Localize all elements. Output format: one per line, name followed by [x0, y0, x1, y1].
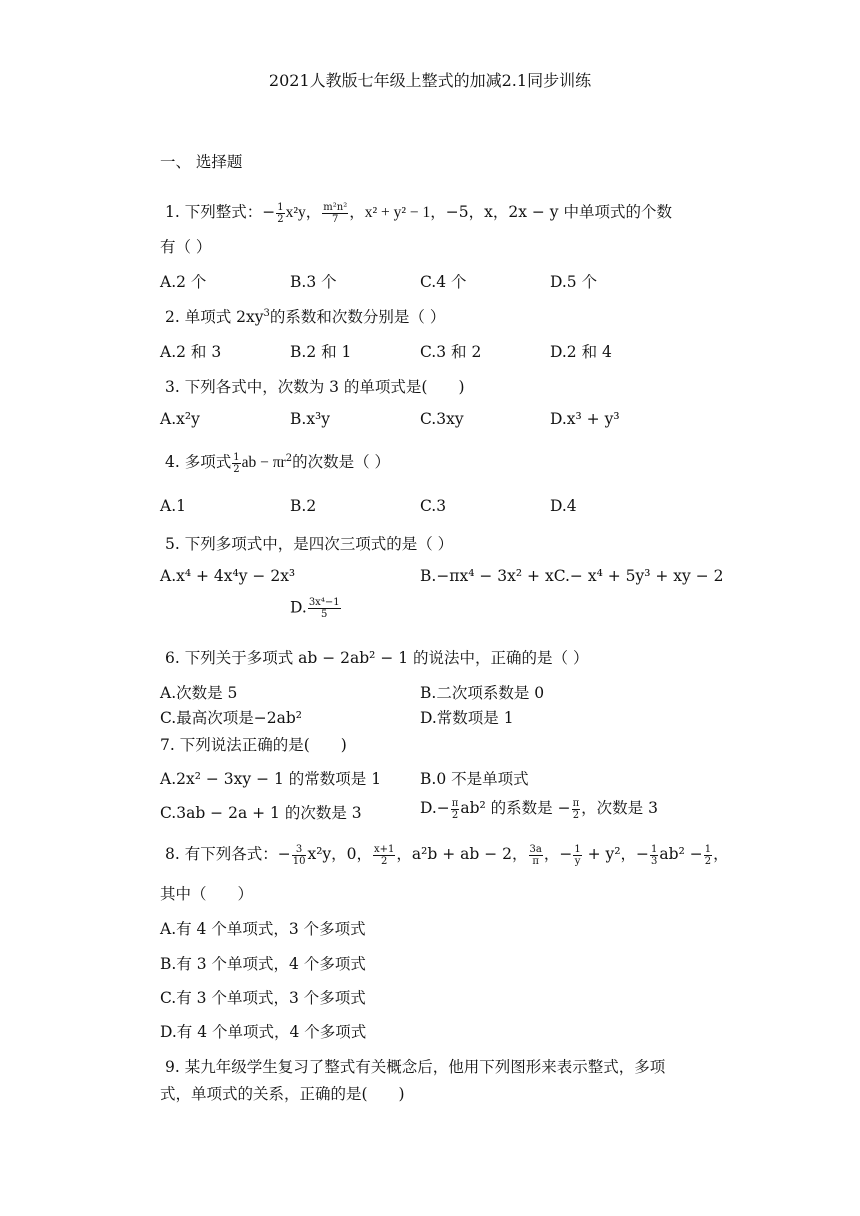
q2-option-c[interactable]: C.3 和 2	[420, 343, 482, 361]
q8-option-b[interactable]: B.有 3 个单项式，4 个多项式	[160, 955, 366, 973]
q5-option-bc[interactable]: B.−πx⁴ − 3x² + xC.− x⁴ + 5y³ + xy − 2	[420, 567, 724, 585]
q7-option-b[interactable]: B.0 不是单项式	[420, 770, 529, 788]
q1-option-d[interactable]: D.5 个	[550, 273, 598, 291]
fraction: $\frac{1}{2}$	[704, 843, 712, 867]
q4-option-b[interactable]: B.2	[290, 497, 317, 515]
fraction: $\frac{1}{2}$	[233, 451, 240, 475]
q6-option-d[interactable]: D.常数项是 1	[420, 709, 514, 727]
question-8-cont: 其中（ ）	[160, 885, 254, 903]
q7-option-c[interactable]: C.3ab − 2a + 1 的次数是 3	[160, 804, 362, 822]
q4-option-c[interactable]: C.3	[420, 497, 447, 515]
fraction: $\frac{\text{3x⁴−1}}{5}$	[308, 597, 340, 620]
fraction: $\frac{\text{m²n²}}{7}$	[323, 201, 348, 225]
page-title: 2021人教版七年级上整式的加减2.1同步训练	[268, 71, 592, 90]
fraction: $\frac{3a}{\pi}$	[529, 843, 542, 867]
q7-option-d[interactable]: D.− $\frac{\pi}{2}$ ab² 的系数是 − $\frac{\pi}{2}$ ，次数是 3	[420, 797, 658, 821]
question-1-cont: 有（ ）	[160, 238, 212, 256]
q5-option-a[interactable]: A.x⁴ + 4x⁴y − 2x³	[160, 567, 296, 585]
q8-option-a[interactable]: A.有 4 个单项式，3 个多项式	[160, 920, 366, 938]
question-2: 2. 单项式 $2xy^3$的系数和次数分别是（ ）	[165, 308, 446, 326]
q3-option-d[interactable]: D.x³ + y³	[550, 410, 620, 428]
fraction: $\frac{x+1}{2}$	[374, 843, 395, 867]
q1-option-a[interactable]: A.2 个	[160, 273, 207, 291]
fraction: $\frac{\pi}{2}$	[572, 797, 580, 821]
q3-option-c[interactable]: C.3xy	[420, 410, 464, 428]
question-9-cont: 式，单项式的关系，正确的是( )	[160, 1085, 405, 1103]
q5-option-d[interactable]: D. $\frac{\text{3x⁴−1}}{5}$	[290, 597, 340, 620]
q8-option-d[interactable]: D.有 4 个单项式，4 个多项式	[160, 1023, 367, 1041]
q1-option-b[interactable]: B.3 个	[290, 273, 337, 291]
q6-option-a[interactable]: A.次数是 5	[160, 684, 238, 702]
q6-option-b[interactable]: B.二次项系数是 0	[420, 684, 545, 702]
question-9: 9. 某九年级学生复习了整式有关概念后，他用下列图形来表示整式，多项	[165, 1058, 666, 1076]
q2-option-d[interactable]: D.2 和 4	[550, 343, 612, 361]
fraction: $\frac{3}{10}$	[292, 843, 306, 867]
q4-option-a[interactable]: A.1	[160, 497, 186, 515]
q1-option-c[interactable]: C.4 个	[420, 273, 467, 291]
fraction: $\frac{\pi}{2}$	[451, 797, 459, 821]
q8-option-c[interactable]: C.有 3 个单项式，3 个多项式	[160, 989, 366, 1007]
q4-option-d[interactable]: D.4	[550, 497, 577, 515]
fraction: $\frac{1}{3}$	[651, 843, 658, 867]
q3-option-b[interactable]: B.x³y	[290, 410, 331, 428]
question-1: 1. 下列整式：− $\frac{1}{2}$ x²y， $\frac{\text{m²n²}}{7}$ ，x² + y² − 1，−5，x，2x − y 中单项式的个数	[165, 201, 672, 225]
fraction: $\frac{1}{2}$	[277, 201, 284, 225]
question-7: 7. 下列说法正确的是( )	[160, 736, 347, 754]
q2-option-b[interactable]: B.2 和 1	[290, 343, 352, 361]
section-heading: 一、 选择题	[160, 153, 243, 171]
question-3: 3. 下列各式中，次数为 3 的单项式是( )	[165, 378, 465, 396]
question-6: 6. 下列关于多项式 ab − 2ab² − 1 的说法中，正确的是（ ）	[165, 649, 589, 667]
question-5: 5. 下列多项式中，是四次三项式的是（ ）	[165, 535, 454, 553]
q7-option-a[interactable]: A.2x² − 3xy − 1 的常数项是 1	[160, 770, 382, 788]
question-4: 4. 多项式 $\frac{1}{2}$ ab − $\pi r^2$的次数是（ ）	[165, 451, 391, 475]
question-8: 8. 有下列各式：− $\frac{3}{10}$ x²y，0， $\frac{x+1}{2}$ ，a²b + ab − 2， $\frac{3a}{\pi}$ ，− $\frac{1}{y}$ + y²，− $\frac{1}{3}$ ab² − $\frac{1}{2}$ ，	[165, 843, 729, 867]
q3-option-a[interactable]: A.x²y	[160, 410, 200, 428]
fraction: $\frac{1}{y}$	[574, 843, 581, 867]
q6-option-c[interactable]: C.最高次项是−2ab²	[160, 709, 302, 727]
q2-option-a[interactable]: A.2 和 3	[160, 343, 222, 361]
